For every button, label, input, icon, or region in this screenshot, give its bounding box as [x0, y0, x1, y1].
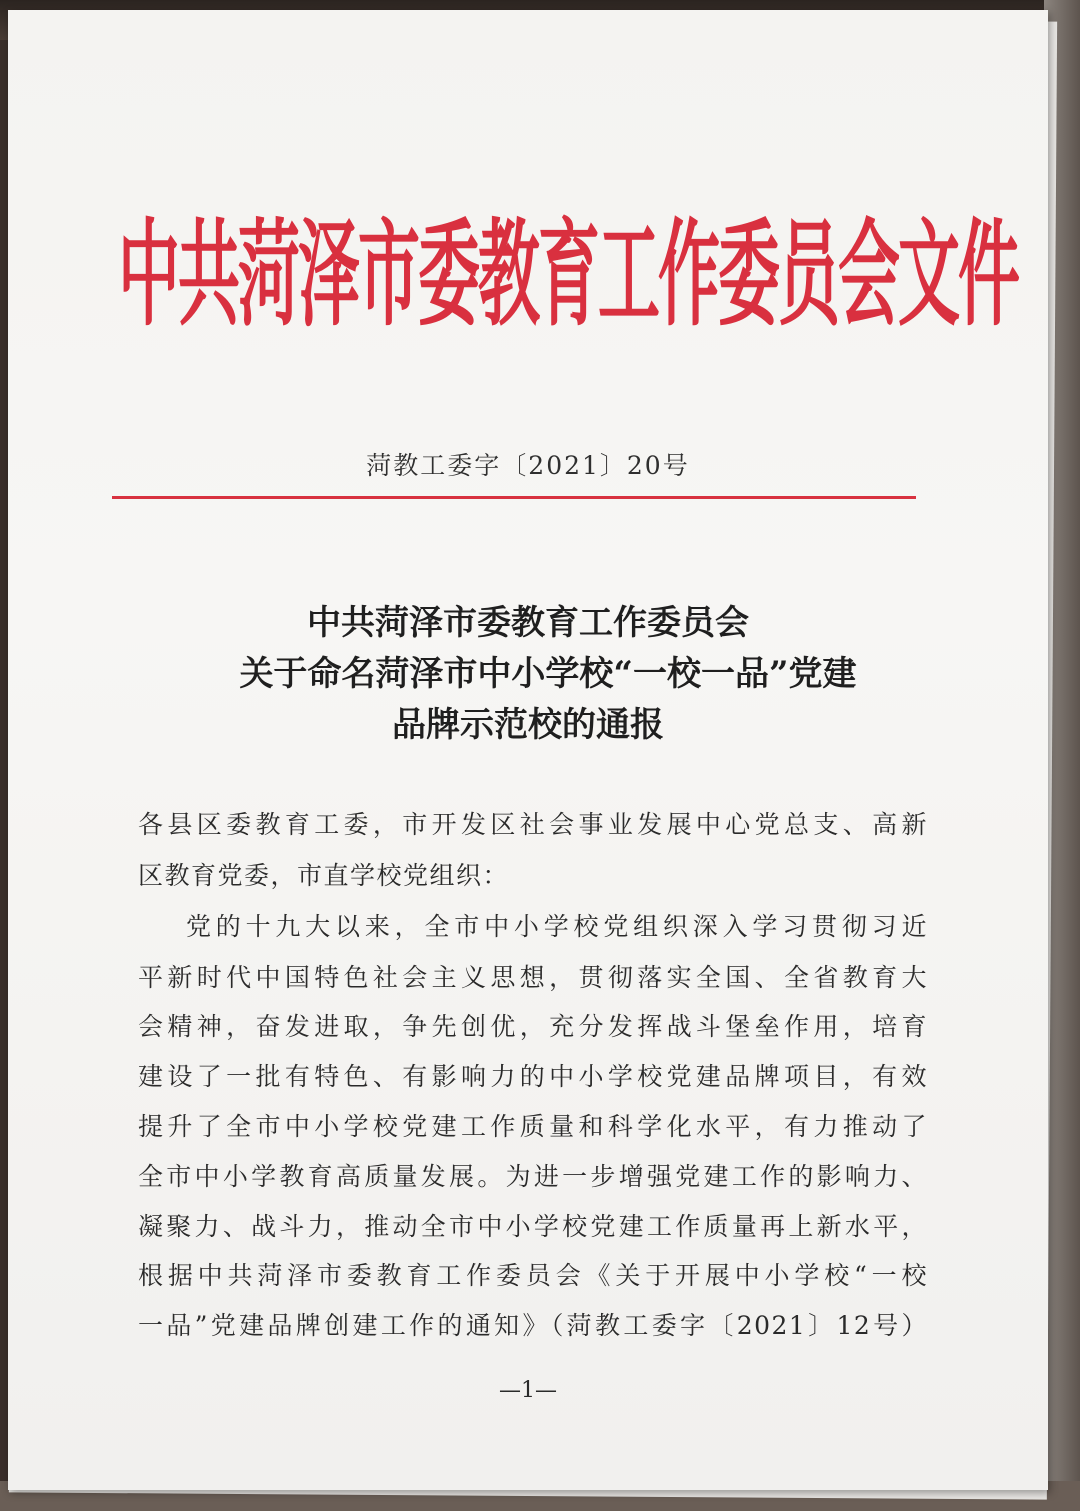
body-line: 会精神，奋发进取，争先创优，充分发挥战斗堡垒作用，培育	[138, 1012, 928, 1041]
document-page	[8, 10, 1048, 1490]
document-masthead: 中共菏泽市委教育工作委员会文件	[118, 206, 1019, 342]
document-title-line-2: 关于命名菏泽市中小学校“一校一品”党建	[239, 654, 857, 694]
body-line: 建设了一批有特色、有影响力的中小学校党建品牌项目，有效	[138, 1062, 928, 1091]
body-line: 凝聚力、战斗力，推动全市中小学校党建工作质量再上新水平，	[138, 1212, 928, 1241]
body-line: 党的十九大以来，全市中小学校党组织深入学习贯彻习近	[186, 912, 928, 941]
body-line: 平新时代中国特色社会主义思想，贯彻落实全国、全省教育大	[138, 963, 928, 992]
red-divider-line	[112, 496, 916, 499]
document-title-line-3: 品牌示范校的通报	[392, 705, 664, 745]
body-line: 各县区委教育工委，市开发区社会事业发展中心党总支、高新	[138, 810, 928, 839]
body-line: 一品”党建品牌创建工作的通知》（菏教工委字〔2021〕12号）	[138, 1311, 928, 1340]
document-title-line-1: 中共菏泽市委教育工作委员会	[307, 603, 749, 643]
page-number: —1—	[499, 1378, 557, 1403]
document-number: 菏教工委字〔2021〕20号	[366, 451, 690, 480]
body-line: 提升了全市中小学校党建工作质量和科学化水平，有力推动了	[138, 1112, 928, 1141]
body-line: 全市中小学教育高质量发展。为进一步增强党建工作的影响力、	[138, 1162, 928, 1191]
body-line: 根据中共菏泽市委教育工作委员会《关于开展中小学校“一校	[138, 1261, 928, 1290]
body-line: 区教育党委，市直学校党组织：	[138, 861, 510, 890]
